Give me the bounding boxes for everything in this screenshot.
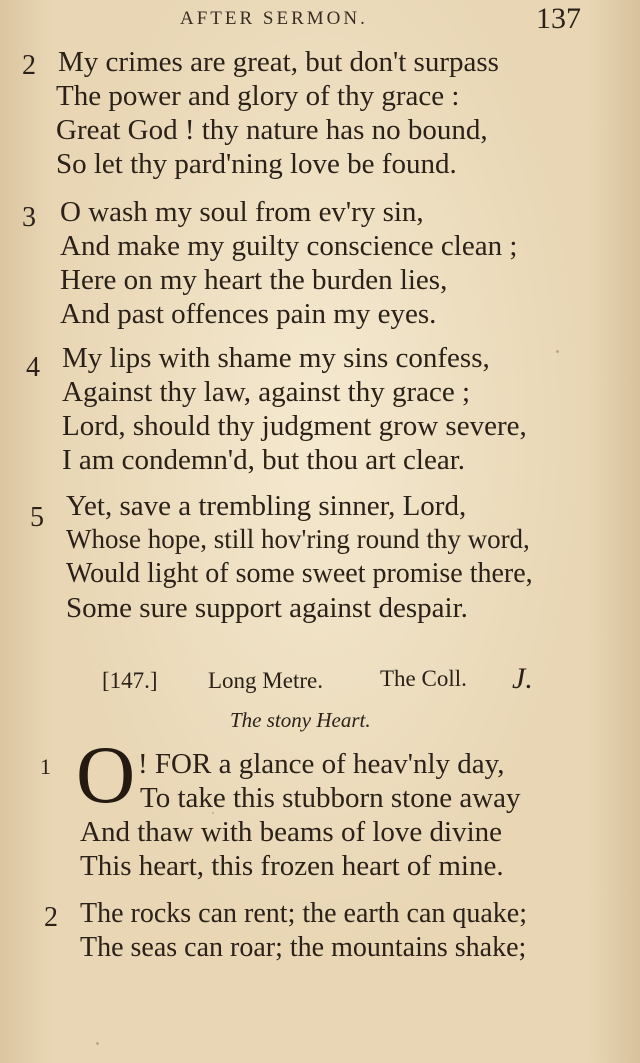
hymn-collection: The Coll. — [380, 666, 467, 691]
hymn-subtitle: The stony Heart. — [230, 708, 371, 732]
verse-line: Whose hope, still hov'ring round thy word, — [66, 524, 530, 554]
verse-line: Would light of some sweet promise there, — [66, 558, 533, 589]
verse-line: Against thy law, against thy grace ; — [62, 376, 471, 408]
verse-line: So let thy pard'ning love be found. — [56, 148, 457, 180]
verse-line: Yet, save a trembling sinner, Lord, — [66, 490, 467, 522]
hymn-number: [147.] — [102, 668, 158, 693]
stanza-number: 4 — [26, 352, 40, 383]
hymn-author: J. — [512, 662, 533, 695]
verse-line: The power and glory of thy grace : — [56, 80, 460, 112]
verse-line: And make my guilty conscience clean ; — [60, 230, 518, 262]
verse-line: Some sure support against despair. — [66, 592, 468, 624]
running-head — [0, 2, 640, 36]
verse-line: This heart, this frozen heart of mine. — [80, 850, 504, 882]
paper-speck — [212, 812, 214, 814]
drop-cap: O — [76, 729, 136, 820]
verse-line: My lips with shame my sins confess, — [62, 342, 490, 374]
verse-line: Here on my heart the burden lies, — [60, 264, 448, 296]
hymn-metre: Long Metre. — [208, 668, 323, 693]
running-title: AFTER SERMON. — [180, 8, 368, 29]
stanza-number: 2 — [44, 902, 58, 933]
verse-line: And past offences pain my eyes. — [60, 298, 437, 330]
stanza-number: 3 — [22, 202, 36, 233]
verse-line: And thaw with beams of love divine — [80, 816, 503, 848]
hymn-header — [0, 664, 640, 704]
paper-speck — [96, 1042, 99, 1045]
stanza-number: 1 — [40, 754, 51, 779]
stanza-number: 2 — [22, 50, 36, 81]
verse-line: The rocks can rent; the earth can quake; — [80, 898, 528, 929]
verse-line: To take this stubborn stone away — [140, 782, 521, 814]
verse-line: Lord, should thy judgment grow severe, — [62, 410, 527, 442]
verse-line: ! FOR a glance of heav'nly day, — [138, 748, 505, 780]
page-number: 137 — [536, 2, 581, 35]
stanza-number: 5 — [30, 502, 44, 533]
verse-line: O wash my soul from ev'ry sin, — [60, 196, 424, 228]
verse-line: My crimes are great, but don't surpass — [58, 46, 499, 78]
verse-line: Great God ! thy nature has no bound, — [56, 114, 488, 146]
paper-speck — [556, 350, 559, 353]
verse-line: The seas can roar; the mountains shake; — [80, 932, 527, 963]
verse-line: I am condemn'd, but thou art clear. — [62, 444, 466, 476]
